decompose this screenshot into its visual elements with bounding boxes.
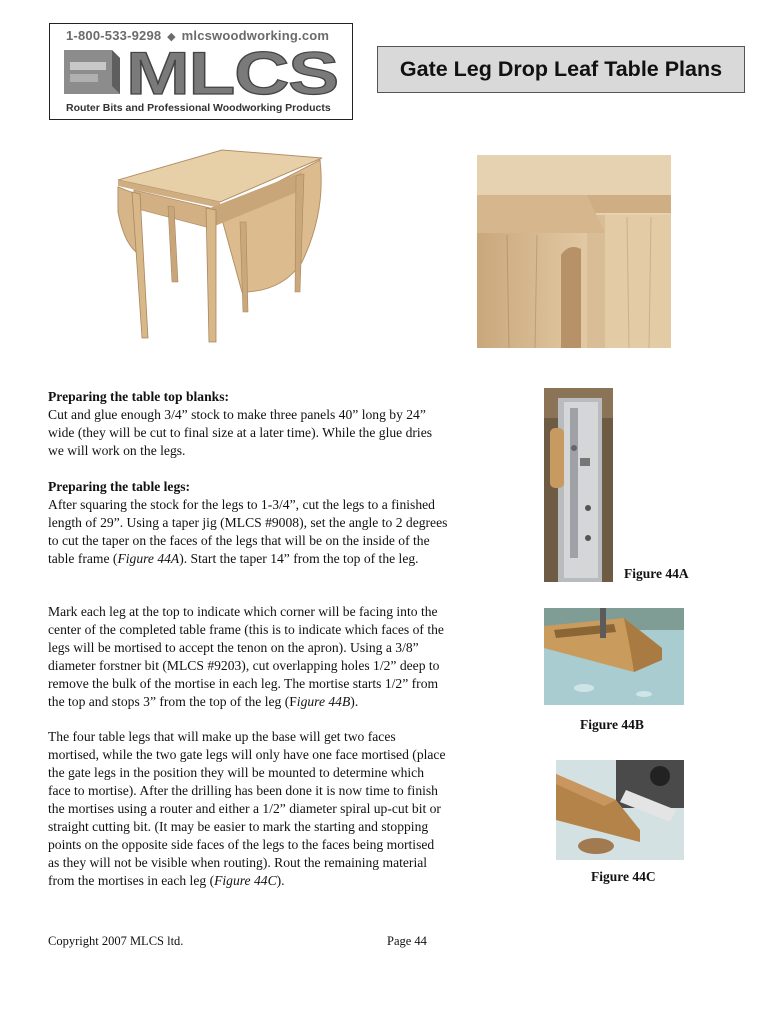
figure-ref-44c: Figure 44C xyxy=(214,873,277,888)
footer-copyright: Copyright 2007 MLCS ltd. xyxy=(48,934,184,948)
caption-figure-44c: Figure 44C xyxy=(591,869,656,884)
logo-tagline: Router Bits and Professional Woodworking Products xyxy=(66,102,331,114)
logo-router-bit-graphic xyxy=(62,44,342,100)
logo-diamond-icon: ◆ xyxy=(167,31,176,43)
section-legs xyxy=(48,478,448,568)
figure-ref-44b: igure 44B xyxy=(296,694,351,709)
paragraph-legs-2: Mark each leg at the top to indicate which corner will be facing into the center of the completed table frame (this is to indicate which faces of the legs will be mortised to accept the tenon on the apron). Using a 3/8” diameter forstner bit (MLCS #9203), cut overlapping holes 1/2” deep to remove the bulk of the mortise in each leg. The mortise starts 1/2” from the top and stops 3” from the top of the leg (Figure 44B). xyxy=(48,604,444,709)
caption-figure-44b: Figure 44B xyxy=(580,717,644,732)
figure-44a-photo xyxy=(544,388,613,582)
footer-page-number: Page 44 xyxy=(387,934,427,948)
drop-leaf-table-photo xyxy=(112,142,324,348)
logo-phone: 1-800-533-9298 xyxy=(66,28,162,43)
mlcs-logo xyxy=(49,23,353,120)
figure-ref-44a: Figure 44A xyxy=(117,551,180,566)
paragraph-legs-1: After squaring the stock for the legs to 1-3/4”, cut the legs to a finished length of 29”. Using a taper jig (MLCS #9008), set the angle to 2 degrees to cut the taper on the faces of the legs that will be on the inside of the table frame (Figure 44A). Start the taper 14” from the top of the leg. xyxy=(48,497,448,566)
logo-contact-line xyxy=(66,28,329,43)
figure-44c-photo xyxy=(556,760,684,860)
heading-legs: Preparing the table legs: xyxy=(48,479,191,494)
section-mortise xyxy=(48,603,448,711)
caption-figure-44a: Figure 44A xyxy=(624,566,689,581)
heading-table-top: Preparing the table top blanks: xyxy=(48,389,230,404)
page-title: Gate Leg Drop Leaf Table Plans xyxy=(399,57,723,81)
table-corner-detail-photo xyxy=(477,155,671,348)
logo-brand-text: MLCS xyxy=(126,44,338,100)
section-routing xyxy=(48,728,448,890)
paragraph-legs-3: The four table legs that will make up the base will get two faces mortised, while the two gate legs will only have one face mortised (place the gate legs in the position they will be mounted to determine which face to mortise). After the drilling has been done it is now time to finish the mortises using a router and either a 1/2” diameter spiral up-cut bit or straight cutting bit. (It may be easier to mark the starting and stopping points on the opposite side faces of the legs to the faces being mortised as they will not be visible when routing). Rout the remaining material from the mortises in each leg (Figure 44C). xyxy=(48,729,446,888)
title-banner xyxy=(377,46,745,93)
figure-44b-photo xyxy=(544,608,684,705)
paragraph-table-top: Cut and glue enough 3/4” stock to make three panels 40” long by 24” wide (they will be cut to final size at a later time). While the glue dries we will work on the legs. xyxy=(48,407,433,458)
logo-website: mlcswoodworking.com xyxy=(181,28,330,43)
section-table-top xyxy=(48,388,448,460)
